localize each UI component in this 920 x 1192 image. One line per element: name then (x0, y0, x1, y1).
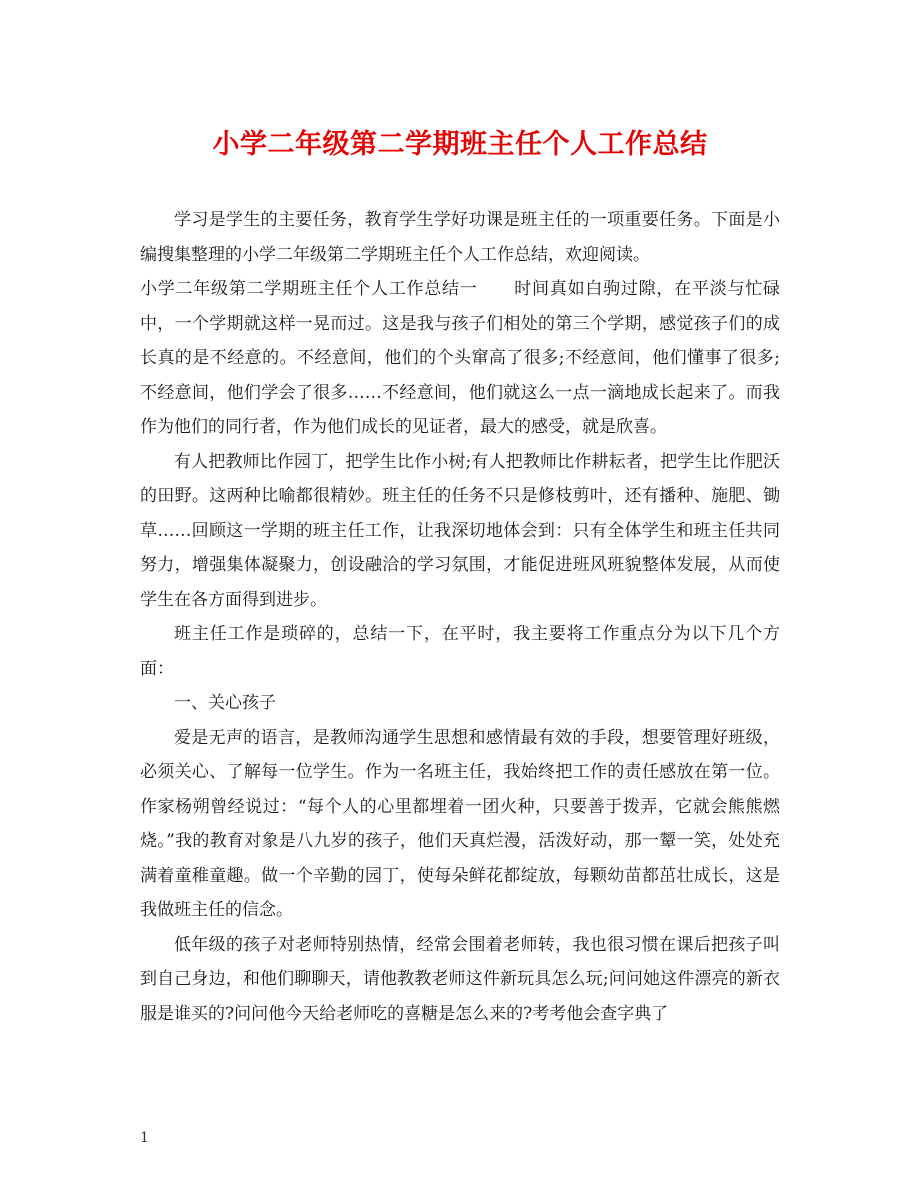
intro-paragraph: 学习是学生的主要任务，教育学生学好功课是班主任的一项重要任务。下面是小编搜集整理的小学二年级第二学期班主任个人工作总结，欢迎阅读。 (140, 210, 780, 265)
section-heading: 一、关心孩子 (174, 693, 276, 713)
document-body (140, 203, 780, 1031)
document-title: 小学二年级第二学期班主任个人工作总结 (212, 129, 708, 160)
body-paragraph: 班主任工作是琐碎的，总结一下，在平时，我主要将工作重点分为以下几个方面： (140, 624, 780, 679)
body-paragraph: 低年级的孩子对老师特别热情，经常会围着老师转，我也很习惯在课后把孩子叫到自己身边，和他们聊聊天，请他教教老师这件新玩具怎么玩;问问她这件漂亮的新衣服是谁买的?问问他今天给老师吃的喜糖是怎么来的?考考他会查字典了 (140, 934, 780, 1024)
section-title: 小学二年级第二学期班主任个人工作总结一 (140, 279, 478, 299)
body-paragraph: 有人把教师比作园丁，把学生比作小树;有人把教师比作耕耘者，把学生比作肥沃的田野。这两种比喻都很精妙。班主任的任务不只是修枝剪叶，还有播种、施肥、锄草……回顾这一学期的班主任工作，让我深切地体会到：只有全体学生和班主任共同努力，增强集体凝聚力，创设融洽的学习氛围，才能促进班风班貌整体发展，从而使学生在各方面得到进步。 (140, 451, 780, 610)
section-first-paragraph (140, 272, 780, 445)
section-first-text: 时间真如白驹过隙，在平淡与忙碌中，一个学期就这样一晃而过。这是我与孩子们相处的第三个学期，感觉孩子们的成长真的是不经意的。不经意间，他们的个头窜高了很多;不经意间，他们懂事了很多;不经意间，他们学会了很多……不经意间，他们就这么一点一滴地成长起来了。而我作为他们的同行者，作为他们成长的见证者，最大的感受，就是欣喜。 (140, 279, 781, 437)
body-paragraph: 爱是无声的语言，是教师沟通学生思想和感情最有效的手段，想要管理好班级，必须关心、了解每一位学生。作为一名班主任，我始终把工作的责任感放在第一位。作家杨朔曾经说过：“每个人的心里都埋着一团火种，只要善于拨弄，它就会熊熊燃烧。”我的教育对象是八九岁的孩子，他们天真烂漫，活泼好动，那一颦一笑，处处充满着童稚童趣。做一个辛勤的园丁，使每朵鲜花都绽放，每颗幼苗都茁壮成长，这是我做班主任的信念。 (140, 727, 780, 920)
page-number: 1 (140, 1130, 149, 1146)
